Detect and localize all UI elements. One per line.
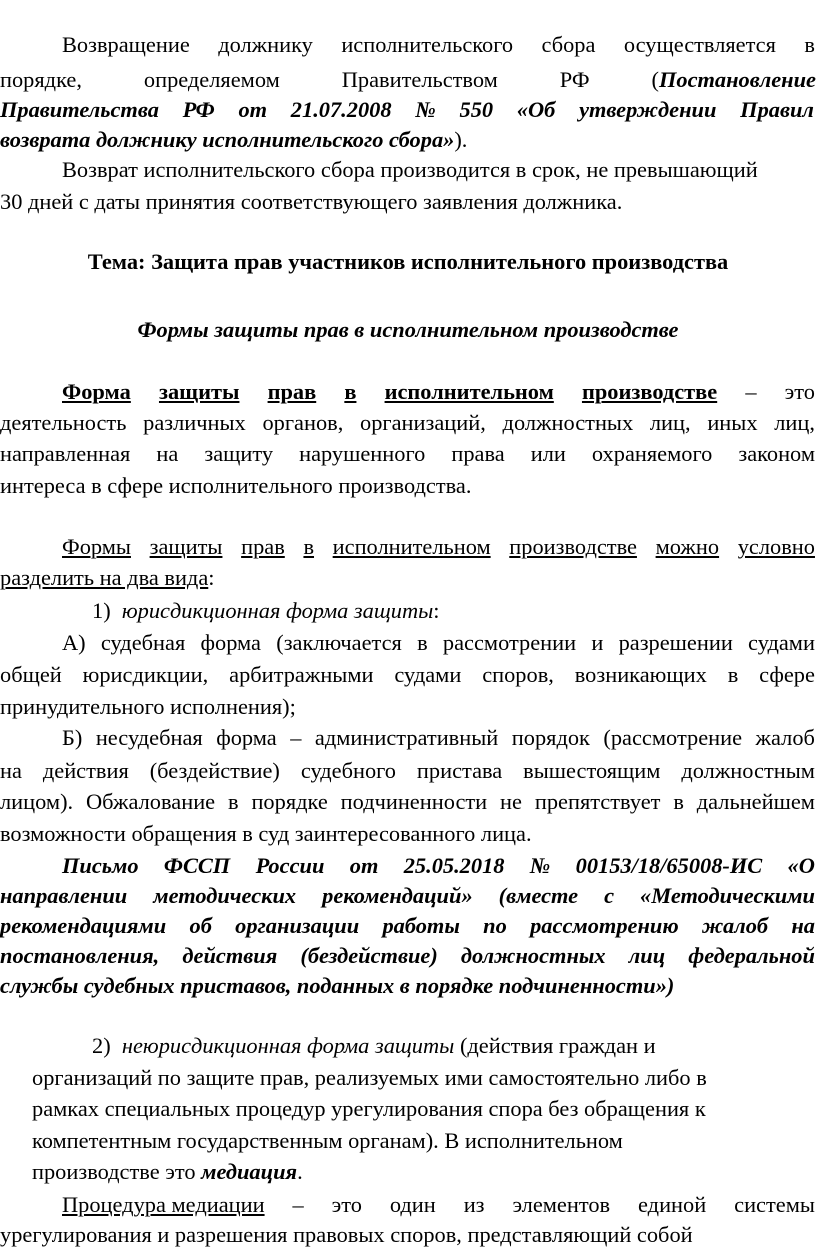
p1-line-4: возврата должнику исполнительского сбора»).: [0, 127, 468, 152]
list-item-1: 1) юрисдикционная форма защиты:: [92, 598, 440, 623]
def-line-3: направленная на защиту нарушенного права или охраняемого законом: [0, 441, 815, 466]
letter-line-4: постановления, действия (бездействие) должностных лиц федеральной: [0, 943, 815, 968]
p2-line-1: Возврат исполнительского сбора производится в срок, не превышающий: [62, 157, 758, 182]
section-subtitle: Формы защиты прав в исполнительном производстве: [137, 317, 679, 342]
letter-line-5: службы судебных приставов, поданных в порядке подчиненности»): [0, 973, 675, 998]
a-line-1: А) судебная форма (заключается в рассмотрении и разрешении судами: [62, 630, 815, 655]
letter-line-1: Письмо ФССП России от 25.05.2018 № 00153/18/65008-ИС «О: [62, 853, 815, 878]
topic-heading: Тема: Защита прав участников исполнительного производства: [87, 249, 729, 274]
med-line-2: урегулирования и разрешения правовых споров, представляющий собой: [0, 1222, 693, 1247]
item2-line-3: рамках специальных процедур урегулирования спора без обращения к: [32, 1096, 706, 1121]
mediation-term: медиация: [201, 1159, 298, 1184]
a-line-2: общей юрисдикции, арбитражными судами споров, возникающих в сфере: [0, 662, 815, 687]
letter-line-3: рекомендациями об организации работы по рассмотрению жалоб на: [0, 913, 815, 938]
item2-line-5: производстве это медиация.: [32, 1159, 303, 1184]
b-line-3: лицом). Обжалование в порядке подчиненности не препятствует в дальнейшем: [0, 789, 815, 814]
letter-line-2: направлении методических рекомендаций» (вместе с «Методическими: [0, 883, 815, 908]
b-line-4: возможности обращения в суд заинтересованного лица.: [0, 821, 532, 846]
p1-line-1: Возвращение должнику исполнительского сбора осуществляется в: [62, 32, 815, 57]
def-term: Форма: [62, 379, 131, 404]
def-line-2: деятельность различных органов, организаций, должностных лиц, иных лиц,: [0, 410, 815, 435]
item2-line-4: компетентным государственным органам). В исполнительном: [32, 1128, 623, 1153]
item2-line-2: организаций по защите прав, реализуемых ими самостоятельно либо в: [32, 1065, 707, 1090]
med-line-1: Процедура медиации – это один из элементов единой системы: [62, 1192, 815, 1217]
decree-title: Постановление: [658, 67, 816, 92]
b-line-2: на действия (бездействие) судебного пристава вышестоящим должностным: [0, 758, 815, 783]
list-item-2: 2) неюрисдикционная форма защиты (действия граждан и: [92, 1033, 656, 1058]
p2-line-2: 30 дней с даты принятия соответствующего заявления должника.: [0, 189, 623, 214]
p1-line-2: порядке, определяемом Правительством РФ (Постановление: [0, 67, 816, 92]
forms-line-2: разделить на два вида:: [0, 565, 215, 590]
b-line-1: Б) несудебная форма – административный порядок (рассмотрение жалоб: [62, 725, 815, 750]
def-line-1: Форма защиты прав в исполнительном производстве – это: [62, 379, 815, 404]
forms-line-1: Формы защиты прав в исполнительном производстве можно условно: [62, 534, 815, 559]
p1-line-3: Правительства РФ от 21.07.2008 № 550 «Об утверждении Правил: [0, 97, 814, 122]
a-line-3: принудительного исполнения);: [0, 694, 296, 719]
def-line-4: интереса в сфере исполнительного производства.: [0, 473, 472, 498]
